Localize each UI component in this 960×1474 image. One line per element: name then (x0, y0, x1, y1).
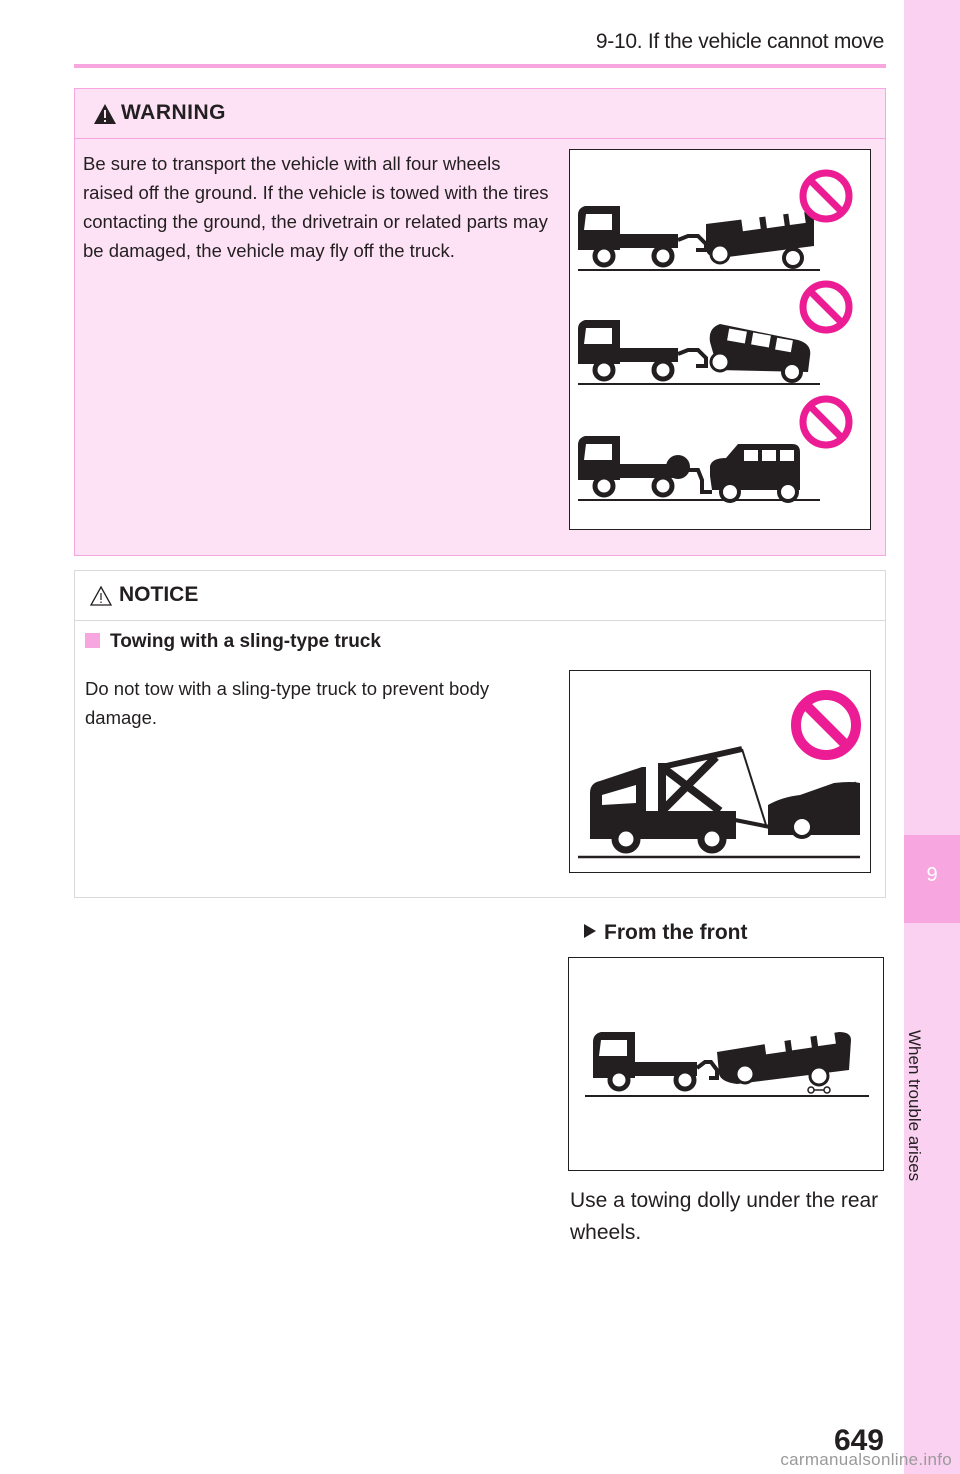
warning-box (74, 88, 886, 556)
section-square-icon (85, 633, 100, 648)
front-towing-title: From the front (604, 921, 748, 944)
warning-text: Be sure to transport the vehicle with all four wheels raised off the ground. If the vehicle is towed with the tires contacting the ground, the drivetrain or related parts may be damaged, the vehicle may fly off the truck. (83, 153, 549, 261)
chapter-number: 9 (926, 864, 938, 886)
sling-truck-illustration (569, 670, 871, 873)
section-title: 9-10. If the vehicle cannot move (595, 30, 884, 53)
chapter-label: When trouble arises (905, 1030, 924, 1182)
prohibited-icon (803, 173, 849, 219)
chapter-side-tab[interactable] (904, 0, 960, 1474)
notice-label: NOTICE (119, 583, 199, 606)
notice-header (75, 571, 885, 621)
front-towing-text: Use a towing dolly under the rear wheels. (570, 1189, 879, 1244)
notice-triangle-icon (89, 585, 113, 607)
front-towing-illustration (568, 957, 884, 1171)
right-arrow-icon (584, 924, 596, 938)
page-number: 649 (833, 1424, 884, 1457)
front-towing-heading (584, 921, 747, 945)
warning-header (75, 89, 885, 139)
warning-triangle-icon (93, 103, 117, 125)
warning-illustration (569, 149, 871, 530)
warning-label: WARNING (121, 101, 226, 124)
prohibited-icon (803, 399, 849, 445)
footer-watermark-link[interactable]: carmanualsonline.info (780, 1450, 952, 1469)
notice-subheading (85, 631, 381, 653)
notice-box (74, 570, 886, 898)
notice-text: Do not tow with a sling-type truck to prevent body damage. (85, 678, 490, 728)
notice-subheading-text: Towing with a sling-type truck (110, 631, 381, 652)
improper-towing-illustration (570, 150, 869, 528)
prohibited-icon (803, 284, 849, 330)
header-rule (74, 64, 886, 68)
